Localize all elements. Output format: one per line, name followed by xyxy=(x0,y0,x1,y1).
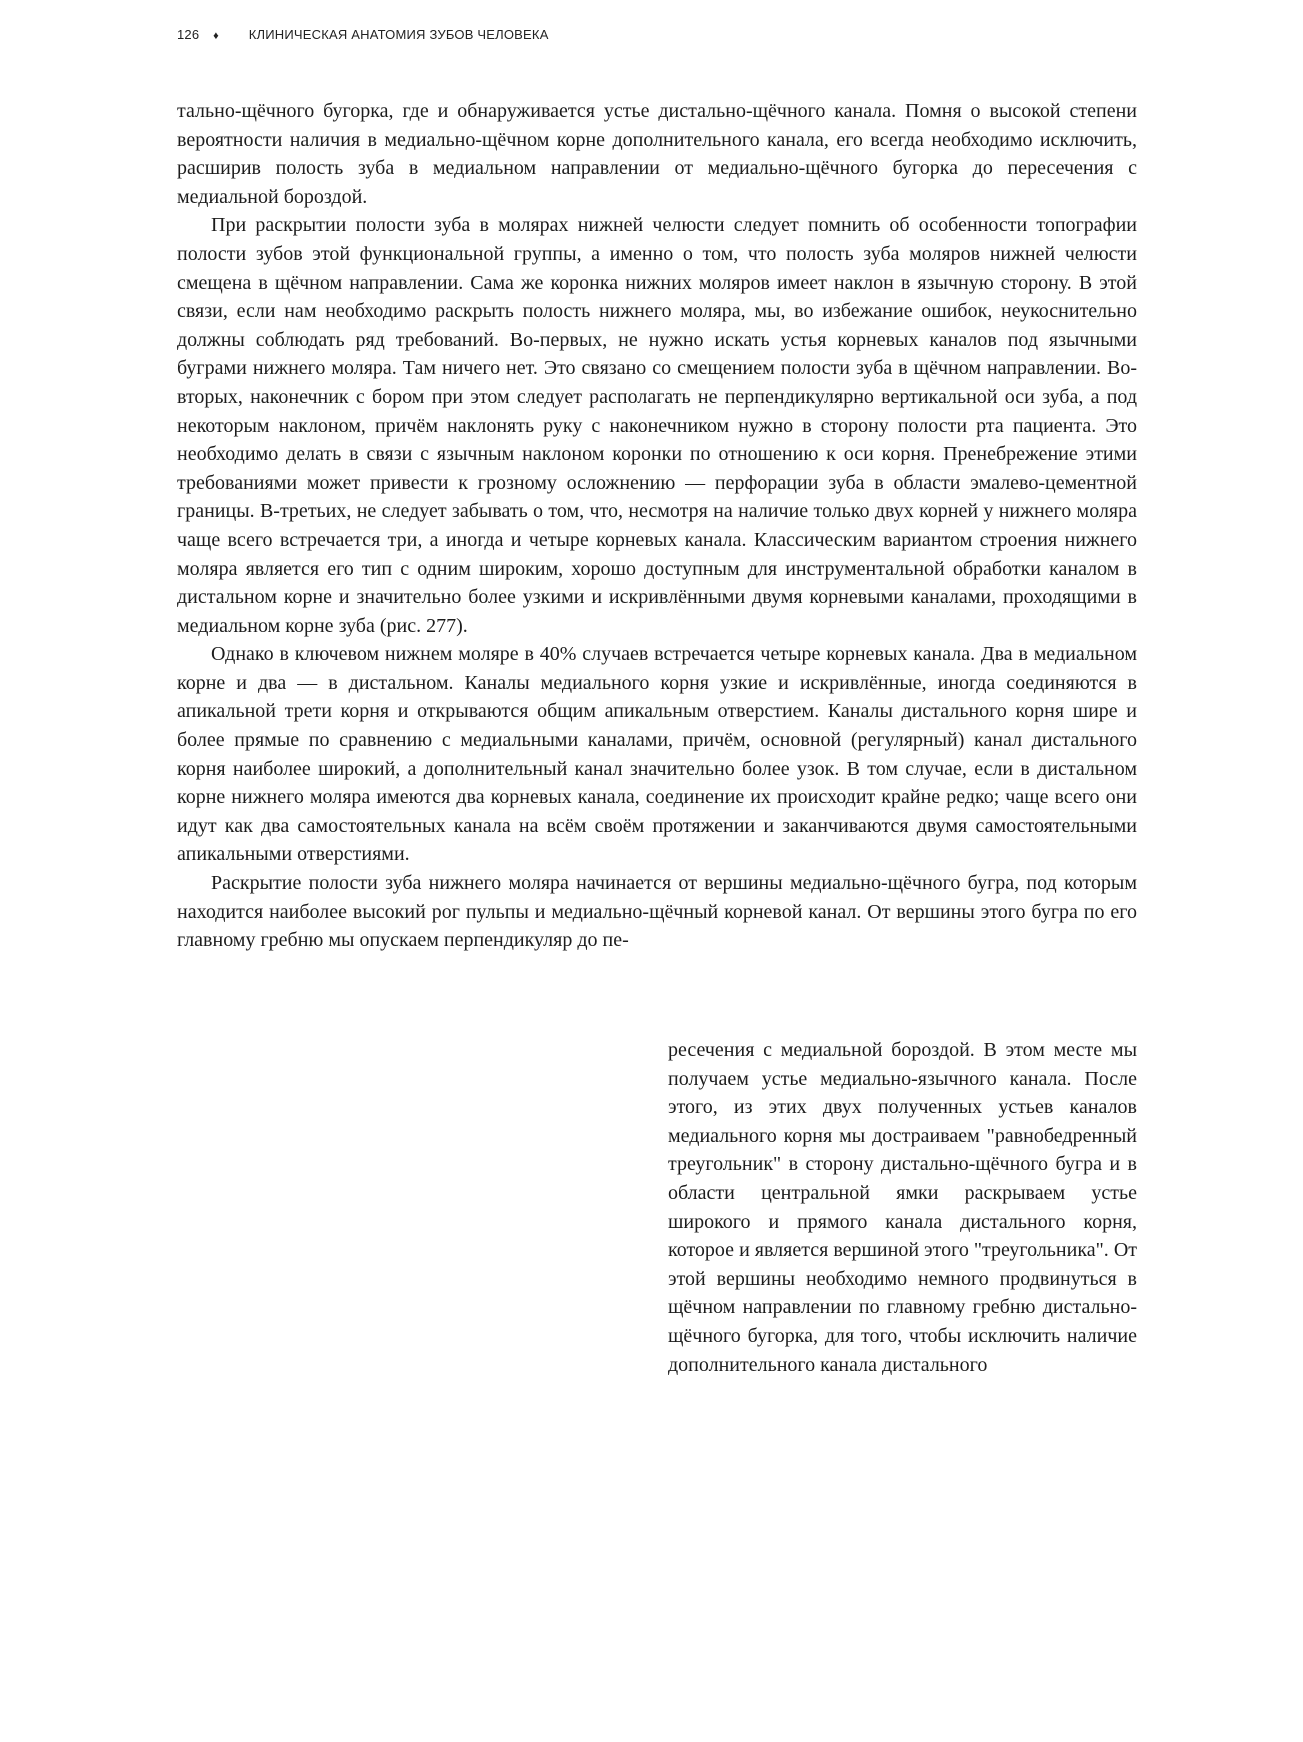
diamond-bullet-icon: ♦ xyxy=(213,30,219,42)
page-number: 126 xyxy=(177,27,200,42)
main-text xyxy=(177,97,1137,955)
paragraph-continuation: ресечения с медиальной бороздой. В этом месте мы получаем устье медиально-язычного канала. После этого, из этих двух полученных устьев каналов медиального корня мы достраиваем "равнобедренный треугольник" в сторону дистально-щёчного бугра и в области центральной ямки раскрываем устье широкого и прямого канала дистального корня, которое и является вершиной этого "треугольника". От этой вершины необходимо немного продвинуться в щёчном направлении по главному гребню дистально-щёчного бугорка, для того, чтобы исключить наличие дополнительного канала дистального xyxy=(668,1039,1137,1376)
paragraph: При раскрытии полости зуба в молярах нижней челюсти следует помнить об особенности топографии полости зубов этой функциональной группы, а именно о том, что полость зуба моляров нижней челюсти смещена в щёчном направлении. Сама же коронка нижних моляров имеет наклон в язычную сторону. В этой связи, если нам необходимо раскрыть полость нижнего моляра, мы, во избежание ошибок, неукоснительно должны соблюдать ряд требований. Во-первых, не нужно искать устья корневых каналов под язычными буграми нижнего моляра. Там ничего нет. Это связано со смещением полости зуба в щёчном направлении. Во-вторых, наконечник с бором при этом следует располагать не перпендикулярно вертикальной оси зуба, а под некоторым наклоном, причём наклонять руку с наконечником нужно в сторону полости рта пациента. Это необходимо делать в связи с язычным наклоном коронки по отношению к оси корня. Пренебрежение этими требованиями может привести к грозному осложнению — перфорации зуба в области эмалево-цементной границы. В-третьих, не следует забывать о том, что, несмотря на наличие только двух корней у нижнего моляра чаще всего встречается три, а иногда и четыре корневых канала. Классическим вариантом строения нижнего моляра является его тип с одним широким, хорошо доступным для инструментальной обработки каналом в дистальном корне и значительно более узкими и искривлёнными двумя корневыми каналами, проходящими в медиальном корне зуба (рис. 277). xyxy=(177,214,1137,637)
paragraph: Однако в ключевом нижнем моляре в 40% случаев встречается четыре корневых канала. Два в медиальном корне и два — в дистальном. Каналы медиального корня узкие и искривлённые, иногда соединяются в апикальной трети корня и открываются общим апикальным отверстием. Каналы дистального корня шире и более прямые по сравнению с медиальными каналами, причём, основной (регулярный) канал дистального корня наиболее широкий, а дополнительный канал значительно более узок. В том случае, если в дистальном корне нижнего моляра имеются два корневых канала, соединение их происходит крайне редко; чаще всего они идут как два самостоятельных канала на всём своём протяжении и заканчиваются двумя самостоятельными апикальными отверстиями. xyxy=(177,643,1137,866)
running-title: КЛИНИЧЕСКАЯ АНАТОМИЯ ЗУБОВ ЧЕЛОВЕКА xyxy=(248,27,549,42)
side-column-text xyxy=(668,1036,1137,1379)
paragraph: тально-щёчного бугорка, где и обнаруживается устье дистально-щёчного канала. Помня о высокой степени вероятности наличия в медиально-щёчном корне дополнительного канала, его всегда необходимо исключить, расширив полость зуба в медиальном направлении от медиально-щёчного бугорка до пересечения с медиальной бороздой. xyxy=(177,100,1137,208)
paragraph: Раскрытие полости зуба нижнего моляра начинается от вершины медиально-щёчного бугра, под которым находится наиболее высокий рог пульпы и медиально-щёчный корневой канал. От вершины этого бугра по его главному гребню мы опускаем перпендикуляр до пе- xyxy=(177,872,1137,952)
running-head xyxy=(177,27,549,42)
